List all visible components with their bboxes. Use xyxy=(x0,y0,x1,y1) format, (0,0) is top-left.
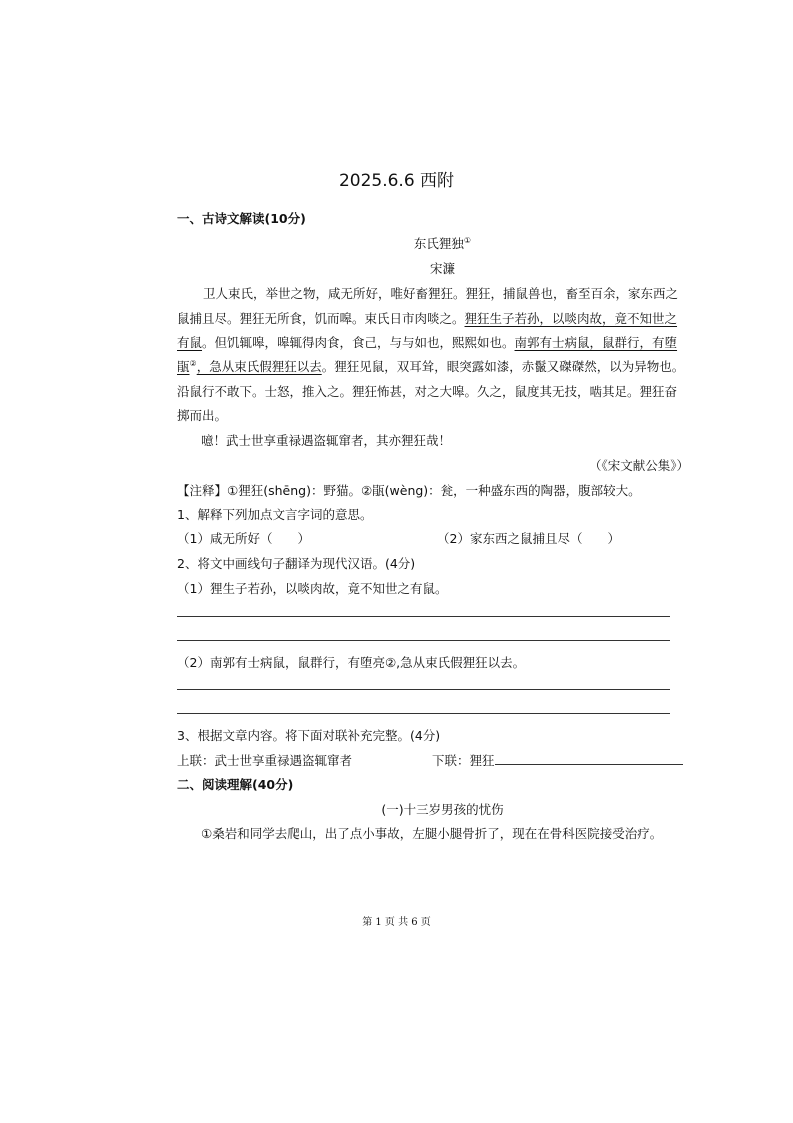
passage-conclusion: 噫！武士世享重禄遇盗辄窜者，其亦狸狂哉！ xyxy=(201,433,452,448)
question-3-stem: 3、根据文章内容。将下面对联补充完整。(4分) xyxy=(177,728,441,743)
couplet-lower-text: 下联：狸狂 xyxy=(432,753,495,768)
question-1-stem: 1、解释下列加点文言字词的意思。 xyxy=(177,507,373,522)
answer-line xyxy=(177,713,670,714)
answer-line xyxy=(177,689,670,690)
question-1-a: （1）咸无所好（ ） xyxy=(177,531,310,546)
couplet-blank-line xyxy=(495,752,683,765)
page-title: 2025.6.6 西附 xyxy=(338,171,455,191)
article-title: (一)十三岁男孩的忧伤 xyxy=(381,802,504,817)
question-2-sentence-1: （1）狸生子若孙，以啖肉故，竟不知世之有鼠。 xyxy=(177,581,448,596)
section1-heading: 一、古诗文解读(10分) xyxy=(177,211,306,226)
section2-heading: 二、阅读理解(40分) xyxy=(177,777,294,792)
passage-line-1: 卫人束氏，举世之物，咸无所好，唯好畜狸狂。狸狂，捕鼠兽也，畜至百余，家东西之 xyxy=(203,286,679,301)
passage-line-6: 掷而出。 xyxy=(177,408,228,423)
couplet-lower xyxy=(432,751,683,769)
passage-line-4 xyxy=(177,357,684,375)
annotation-note: 【注释】①狸狂(shēng)：野猫。②瓹(wèng)：瓮，一种盛东西的陶器，腹部较大。 xyxy=(177,483,641,498)
couplet-upper: 上联：武士世享重禄遇盗辄窜者 xyxy=(177,753,353,768)
question-1-b: （2）家东西之鼠捕且尽（ ） xyxy=(437,531,620,546)
passage-line-3 xyxy=(177,333,677,351)
underlined-sentence-2-char: 瓹 xyxy=(177,359,190,374)
question-2-stem: 2、将文中画线句子翻译为现代汉语。(4分) xyxy=(177,556,416,571)
underlined-sentence-1: 狸狂生子若孙，以啖肉故，竟不知世之 xyxy=(464,311,678,326)
page-footer: 第 1 页 共 6 页 xyxy=(362,917,431,928)
poem-title-note: ① xyxy=(463,235,472,245)
answer-line xyxy=(177,616,670,617)
poem-title-text: 东氏狸独 xyxy=(413,236,464,251)
question-2-sentence-2: （2）南郭有士病鼠，鼠群行，有堕亮②,急从束氏假狸狂以去。 xyxy=(177,655,526,670)
poem-title xyxy=(0,234,793,252)
passage-source: （《宋文献公集》） xyxy=(588,458,689,473)
passage-line-5: 沿鼠行不敢下。士怒，推入之。狸狂怖甚，对之大嗥。久之，鼠度其无技，啮其足。狸狂奋 xyxy=(177,384,678,399)
poem-author: 宋濂 xyxy=(429,261,455,276)
underlined-sentence-1-end: 有鼠 xyxy=(177,335,203,350)
passage-note-marker: ② xyxy=(189,358,197,368)
passage-text: 。狸狂见鼠，双耳耸，眼突露如漆，赤鬣又磔磔然，以为异物也。 xyxy=(321,359,685,374)
article-paragraph-1: ①桑岩和同学去爬山，出了点小事故，左腿小腿骨折了，现在在骨科医院接受治疗。 xyxy=(201,826,663,841)
passage-line-2 xyxy=(177,309,677,327)
underlined-sentence-2: 南郭有士病鼠，鼠群行，有堕 xyxy=(514,335,678,350)
passage-text: 。但饥辄嗥，嗥辄得肉食，食己，与与如也，熙熙如也。 xyxy=(202,335,515,350)
underlined-sentence-2-end: ，急从束氏假狸狂以去 xyxy=(196,359,322,374)
passage-text: 鼠捕且尽。狸狂无所食，饥而嗥。束氏日市肉啖之。 xyxy=(177,311,465,326)
answer-line xyxy=(177,640,670,641)
